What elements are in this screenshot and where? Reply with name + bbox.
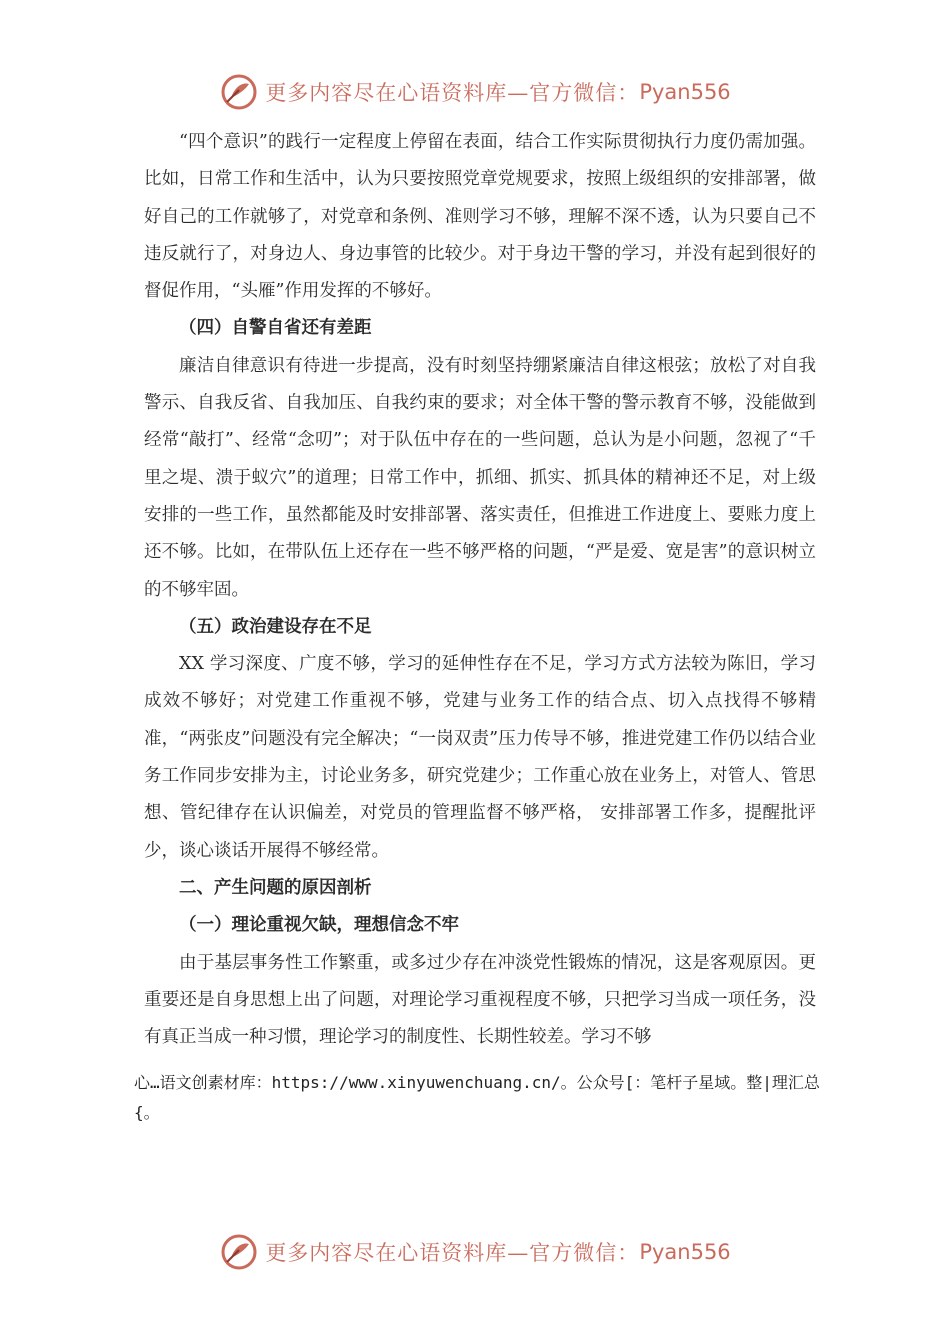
body-paragraph: 由于基层事务性工作繁重，或多过少存在冲淡党性锻炼的情况，这是客观原因。更重要还是自身思想上出了问题，对理论学习重视程度不够，只把学习当成一项任务，没有真正当成一种习惯，理论学习的制度性、长期性较差。学习不够	[144, 952, 816, 1048]
banner-wechat-id: Pyan556	[639, 80, 731, 104]
banner-text: 更多内容尽在心语资料库—官方微信：	[265, 1241, 640, 1265]
logo-icon	[219, 72, 259, 112]
banner-text: 更多内容尽在心语资料库—官方微信：	[265, 81, 640, 105]
section-heading: （四）自警自省还有差距	[179, 318, 372, 339]
header-banner	[0, 70, 950, 114]
banner-wechat-id: Pyan556	[639, 1240, 731, 1264]
document-body	[144, 124, 816, 1056]
section-heading: （一）理论重视欠缺，理想信念不牢	[179, 915, 459, 936]
body-paragraph: XX 学习深度、广度不够，学习的延伸性存在不足，学习方式方法较为陈旧，学习成效不够好；对党建工作重视不够，党建与业务工作的结合点、切入点找得不够精准，“两张皮”问题没有完全解决；“一岗双责”压力传导不够，推进党建工作仍以结合业务工作同步安排为主，讨论业务多，研究党建少；工作重心放在业务上，对管人、管思想、管纪律存在认识偏差，对党员的管理监督不够严格， 安排部署工作多，提醒批评少，谈心谈话开展得不够经常。	[144, 654, 816, 861]
logo-icon	[219, 1232, 259, 1272]
body-paragraph: 廉洁自律意识有待进一步提高，没有时刻坚持绷紧廉洁自律这根弦；放松了对自我警示、自我反省、自我加压、自我约束的要求；对全体干警的警示教育不够，没能做到经常“敲打”、经常“念叨”；对于队伍中存在的一些问题，总认为是小问题，忽视了“千里之堤、溃于蚁穴”的道理；日常工作中，抓细、抓实、抓具体的精神还不足，对上级安排的一些工作，虽然都能及时安排部署、落实责任，但推进工作进度上、要账力度上还不够。比如，在带队伍上还存在一些不够严格的问题，“严是爱、宽是害”的意识树立的不够牢固。	[144, 355, 816, 600]
footer-banner	[0, 1230, 950, 1274]
source-note: 心…语文创素材库：https://www.xinyuwenchuang.cn/。公众号[：笔杆子星域。整|理汇总{。	[134, 1073, 820, 1122]
section-heading: 二、产生问题的原因剖析	[179, 877, 372, 898]
section-heading: （五）政治建设存在不足	[179, 616, 372, 637]
body-paragraph: “四个意识”的践行一定程度上停留在表面，结合工作实际贯彻执行力度仍需加强。比如，日常工作和生活中，认为只要按照党章党规要求，按照上级组织的安排部署，做好自己的工作就够了，对党章和条例、准则学习不够，理解不深不透，认为只要自己不违反就行了，对身边人、身边事管的比较少。对于身边干警的学习，并没有起到很好的督促作用，“头雁”作用发挥的不够好。	[144, 132, 816, 302]
